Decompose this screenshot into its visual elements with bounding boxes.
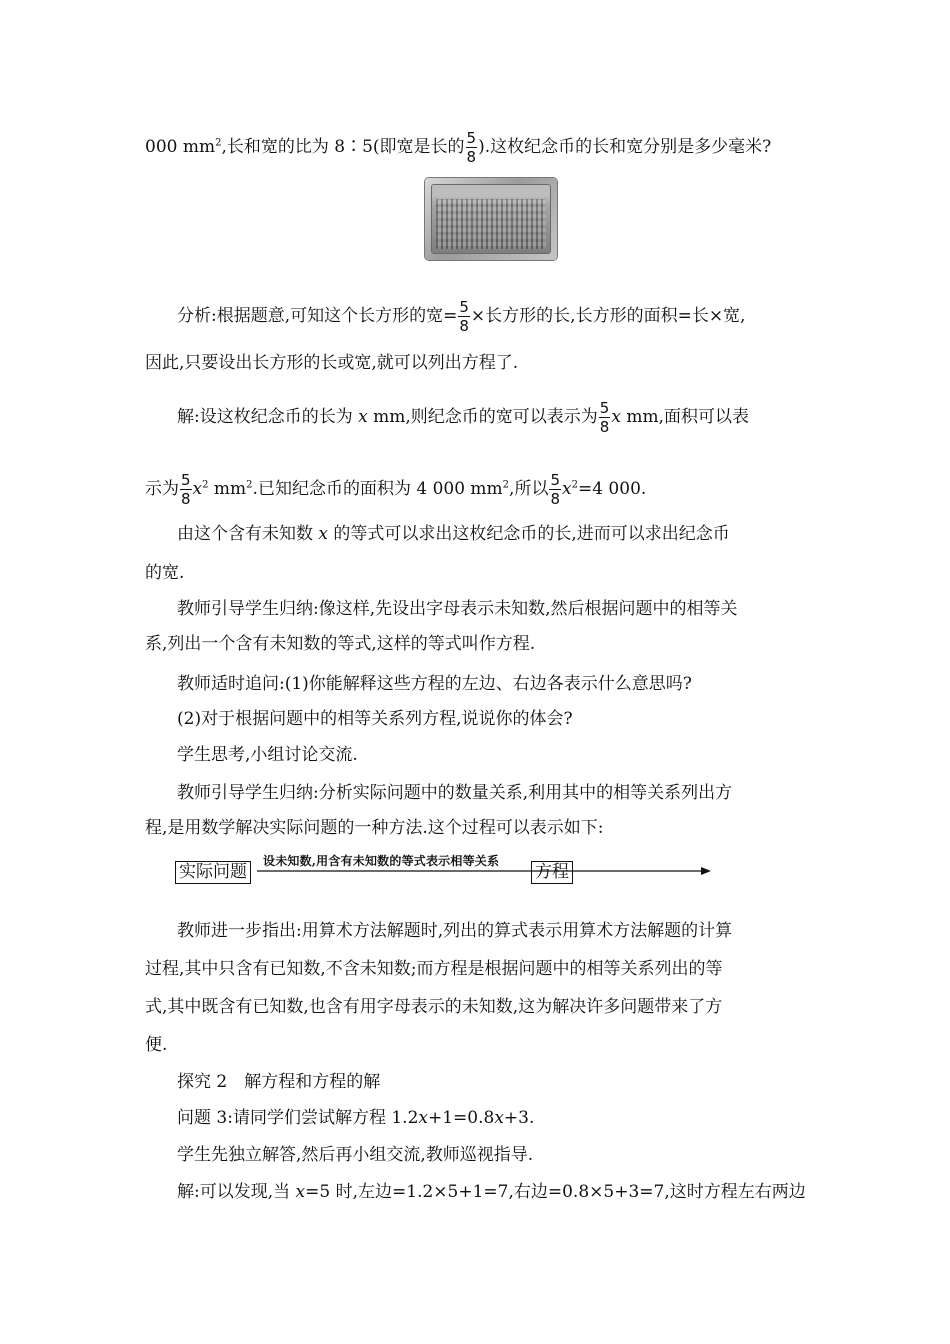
paragraph-line: 过程,其中只含有已知数,不含未知数;而方程是根据问题中的相等关系列出的等: [145, 959, 723, 979]
paragraph-line: 000 $mm^2$,长和宽的比为 8∶5(即宽是长的 $\frac{5}{8}$ ).这枚纪念币的长和宽分别是多少毫米?: [145, 129, 772, 166]
paragraph-line: 教师引导学生归纳:像这样,先设出字母表示未知数,然后根据问题中的相等关: [177, 599, 738, 619]
coin-face: [431, 184, 551, 254]
paragraph-line: 由这个含有未知数 x 的等式可以求出这枚纪念币的长,进而可以求出纪念币: [177, 524, 730, 544]
flow-box-actual-problem: 实际问题: [175, 861, 251, 884]
paragraph-line: 教师适时追问:(1)你能解释这些方程的左边、右边各表示什么意思吗?: [177, 674, 692, 694]
fraction: $\frac{5}{8}$: [550, 471, 560, 508]
fraction: $\frac{5}{8}$: [466, 129, 477, 166]
paragraph-line: 解:设这枚纪念币的长为 x mm,则纪念币的宽可以表示为 $\frac{5}{8}$ x mm,面积可以表: [177, 399, 749, 436]
paragraph-line: 问题 3:请同学们尝试解方程 1.2x+1=0.8x+3.: [177, 1108, 535, 1128]
paragraph-line: 分析:根据题意,可知这个长方形的宽= $\frac{5}{8}$ ×长方形的长,长方形的面积=长×宽,: [177, 298, 746, 335]
paragraph-line: 便.: [145, 1035, 168, 1055]
paragraph-line: 学生先独立解答,然后再小组交流,教师巡视指导.: [177, 1145, 534, 1165]
paragraph-line: (2)对于根据问题中的相等关系列方程,说说你的体会?: [177, 709, 573, 729]
paragraph-line: 学生思考,小组讨论交流.: [177, 745, 358, 765]
fraction: $\frac{5}{8}$: [599, 399, 610, 436]
process-flow-diagram: [175, 852, 575, 884]
commemorative-coin-image: [425, 178, 557, 260]
coin-top-band: [432, 185, 550, 197]
coin-relief-pattern: [436, 199, 546, 249]
paragraph-line: 式,其中既含有已知数,也含有用字母表示的未知数,这为解决许多问题带来了方: [145, 997, 723, 1017]
fraction: $\frac{5}{8}$: [181, 471, 191, 508]
paragraph-line: 教师引导学生归纳:分析实际问题中的数量关系,利用其中的相等关系列出方: [177, 783, 733, 803]
paragraph-line: 示为 $\frac{5}{8}$ $x^2$ $mm^2$.已知纪念币的面积为 4 000 $mm^2$,所以 $\frac{5}{8}$ $x^2=4$ 000.: [145, 471, 647, 508]
fraction: $\frac{5}{8}$: [459, 298, 469, 335]
flow-arrow-label: 设未知数,用含有未知数的等式表示相等关系: [263, 854, 500, 868]
paragraph-line: 程,是用数学解决实际问题的一种方法.这个过程可以表示如下:: [145, 818, 604, 838]
paragraph-line: 的宽.: [145, 563, 185, 583]
paragraph-line: 系,列出一个含有未知数的等式,这样的等式叫作方程.: [145, 634, 536, 654]
flow-box-equation: 方程: [531, 861, 573, 884]
paragraph-line: 解:可以发现,当 x=5 时,左边=1.2×5+1=7,右边=0.8×5+3=7,这时方程左右两边: [177, 1182, 806, 1202]
section-heading: 探究 2 解方程和方程的解: [177, 1072, 381, 1092]
paragraph-line: 教师进一步指出:用算术方法解题时,列出的算式表示用算术方法解题的计算: [177, 921, 733, 941]
paragraph-line: 因此,只要设出长方形的长或宽,就可以列出方程了.: [145, 353, 519, 373]
arrow-right-icon: [257, 866, 711, 876]
